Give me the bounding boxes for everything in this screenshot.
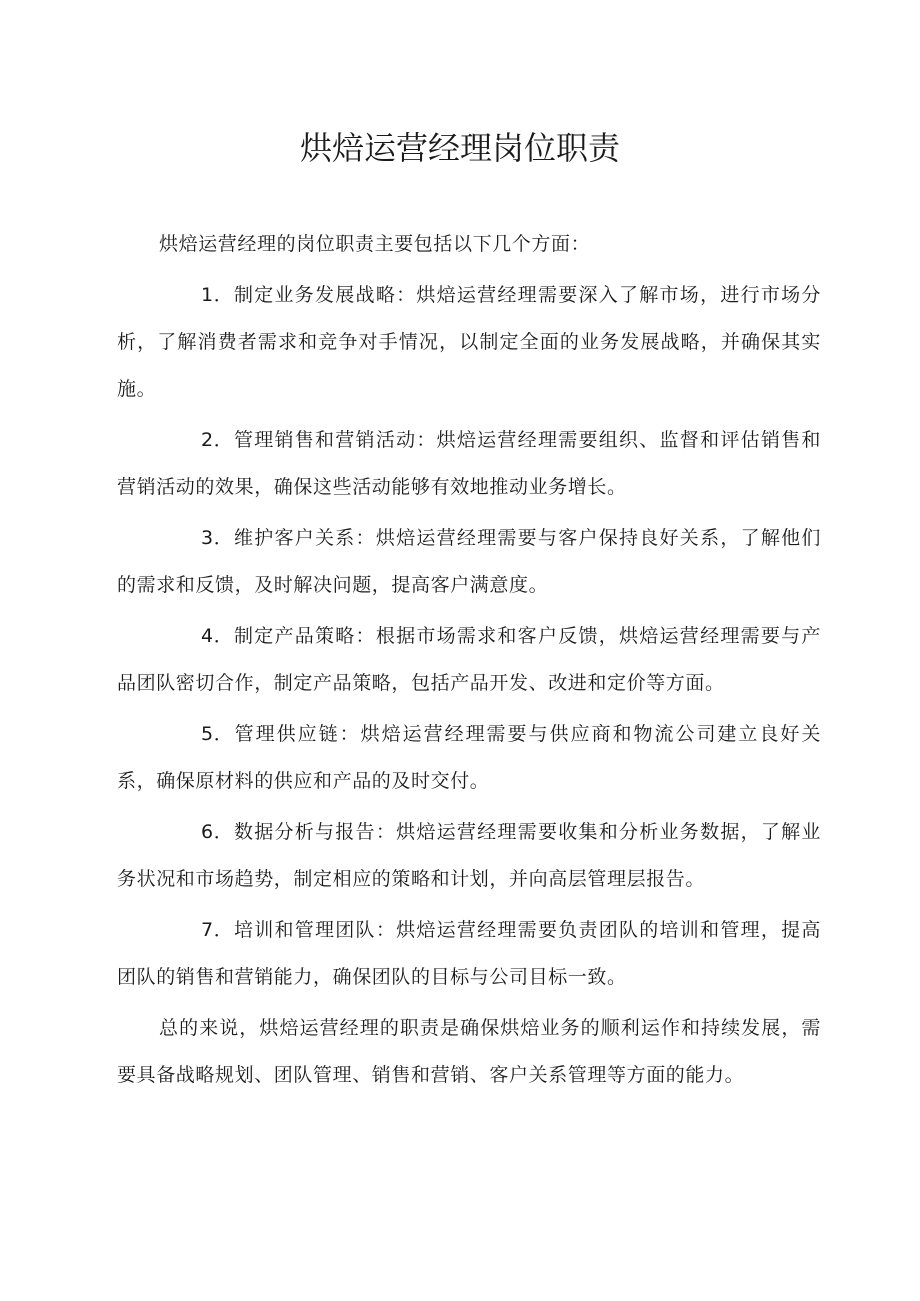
duty-item-7: [117, 907, 821, 1001]
item-number: 6．: [201, 821, 234, 843]
item-number: 3．: [201, 527, 234, 549]
item-text: 数据分析与报告：烘焙运营经理需要收集和分析业务数据，了解业务状况和市场趋势，制定相应的策略和计划，并向高层管理层报告。: [117, 821, 821, 890]
item-text: 培训和管理团队：烘焙运营经理需要负责团队的培训和管理，提高团队的销售和营销能力，确保团队的目标与公司目标一致。: [117, 919, 821, 988]
duty-item-1: [117, 272, 821, 413]
conclusion-paragraph: 总的来说，烘焙运营经理的职责是确保烘焙业务的顺利运作和持续发展，需要具备战略规划、团队管理、销售和营销、客户关系管理等方面的能力。: [117, 1017, 821, 1086]
item-text: 制定产品策略：根据市场需求和客户反馈，烘焙运营经理需要与产品团队密切合作，制定产品策略，包括产品开发、改进和定价等方面。: [117, 625, 821, 694]
item-text: 维护客户关系：烘焙运营经理需要与客户保持良好关系，了解他们的需求和反馈，及时解决问题，提高客户满意度。: [117, 527, 821, 596]
item-number: 2．: [201, 429, 234, 451]
intro-paragraph: 烘焙运营经理的岗位职责主要包括以下几个方面：: [159, 233, 591, 255]
duty-item-6: [117, 809, 821, 903]
item-text: 管理供应链：烘焙运营经理需要与供应商和物流公司建立良好关系，确保原材料的供应和产品的及时交付。: [117, 723, 821, 792]
duty-item-5: [117, 711, 821, 805]
item-text: 管理销售和营销活动：烘焙运营经理需要组织、监督和评估销售和营销活动的效果，确保这些活动能够有效地推动业务增长。: [117, 429, 821, 498]
document-title: 烘焙运营经理岗位职责: [299, 129, 620, 167]
item-number: 1．: [201, 284, 234, 306]
duty-item-4: [117, 613, 821, 707]
item-number: 5．: [201, 723, 234, 745]
duty-item-3: [117, 515, 821, 609]
item-text: 制定业务发展战略：烘焙运营经理需要深入了解市场，进行市场分析，了解消费者需求和竞争对手情况，以制定全面的业务发展战略，并确保其实施。: [117, 284, 821, 400]
document-body: [117, 221, 821, 1103]
item-number: 7．: [201, 919, 234, 941]
duty-item-2: [117, 417, 821, 511]
item-number: 4．: [201, 625, 234, 647]
